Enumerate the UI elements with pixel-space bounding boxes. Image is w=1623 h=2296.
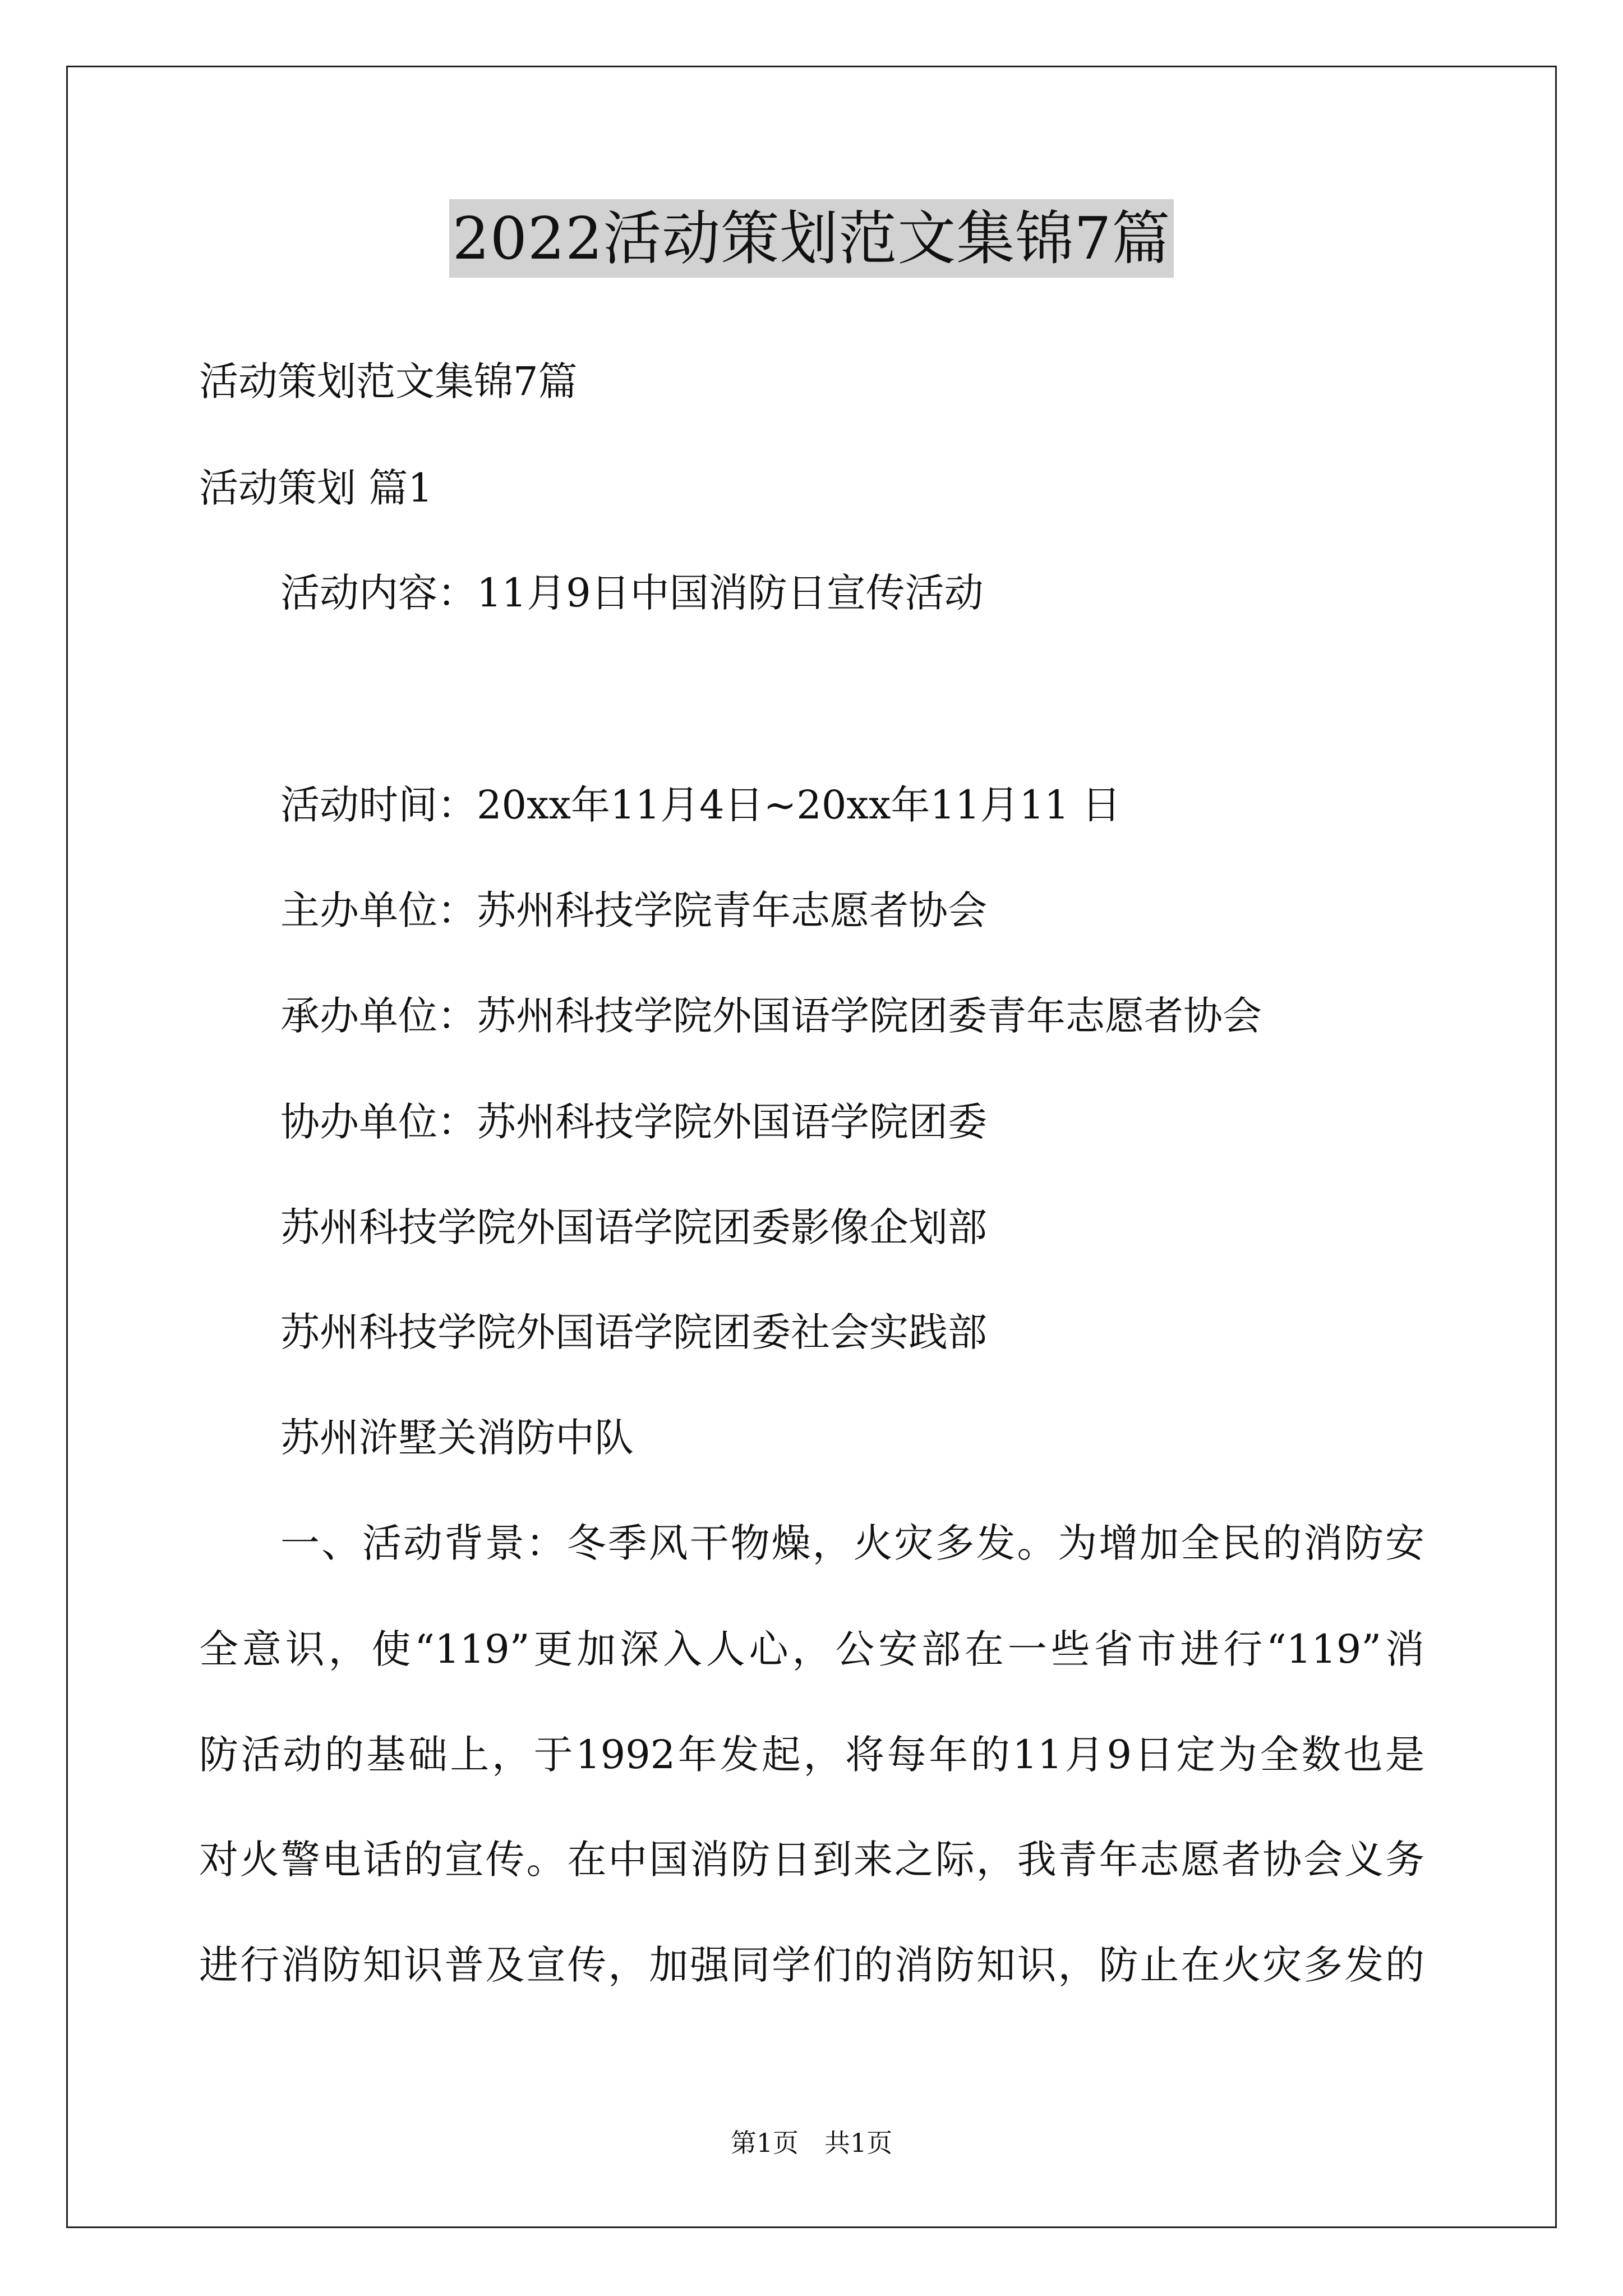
section-heading: 活动策划 篇1 <box>199 465 433 511</box>
document-title: 2022活动策划范文集锦7篇 <box>449 199 1174 278</box>
field-organizer: 承办单位：苏州科技学院外国语学院团委青年志愿者协会 <box>280 993 1262 1039</box>
page-footer: 第1页 共1页 <box>730 2128 893 2158</box>
field-co-organizer-4: 苏州浒墅关消防中队 <box>280 1415 634 1461</box>
paragraph-line: 一、活动背景：冬季风干物燥，火灾多发。为增加全民的消防安 <box>280 1520 1424 1566</box>
field-activity-time: 活动时间：20xx年11月4日~20xx年11月11 日 <box>280 782 1121 828</box>
paragraph-line: 对火警电话的宣传。在中国消防日到来之际，我青年志愿者协会义务 <box>199 1837 1424 1883</box>
field-activity-content: 活动内容：11月9日中国消防日宣传活动 <box>280 570 984 616</box>
field-co-organizer-3: 苏州科技学院外国语学院团委社会实践部 <box>280 1309 987 1355</box>
document-subtitle: 活动策划范文集锦7篇 <box>199 358 578 404</box>
paragraph-line: 全意识，使“119”更加深入人心，公安部在一些省市进行“119”消 <box>199 1626 1424 1672</box>
title-container <box>0 199 1623 278</box>
paragraph-line: 防活动的基础上，于1992年发起，将每年的11月9日定为全数也是 <box>199 1732 1424 1778</box>
field-co-organizer: 协办单位：苏州科技学院外国语学院团委 <box>280 1099 987 1145</box>
field-co-organizer-2: 苏州科技学院外国语学院团委影像企划部 <box>280 1204 987 1250</box>
paragraph-line: 进行消防知识普及宣传，加强同学们的消防知识，防止在火灾多发的 <box>199 1942 1424 1988</box>
field-host: 主办单位：苏州科技学院青年志愿者协会 <box>280 887 987 933</box>
